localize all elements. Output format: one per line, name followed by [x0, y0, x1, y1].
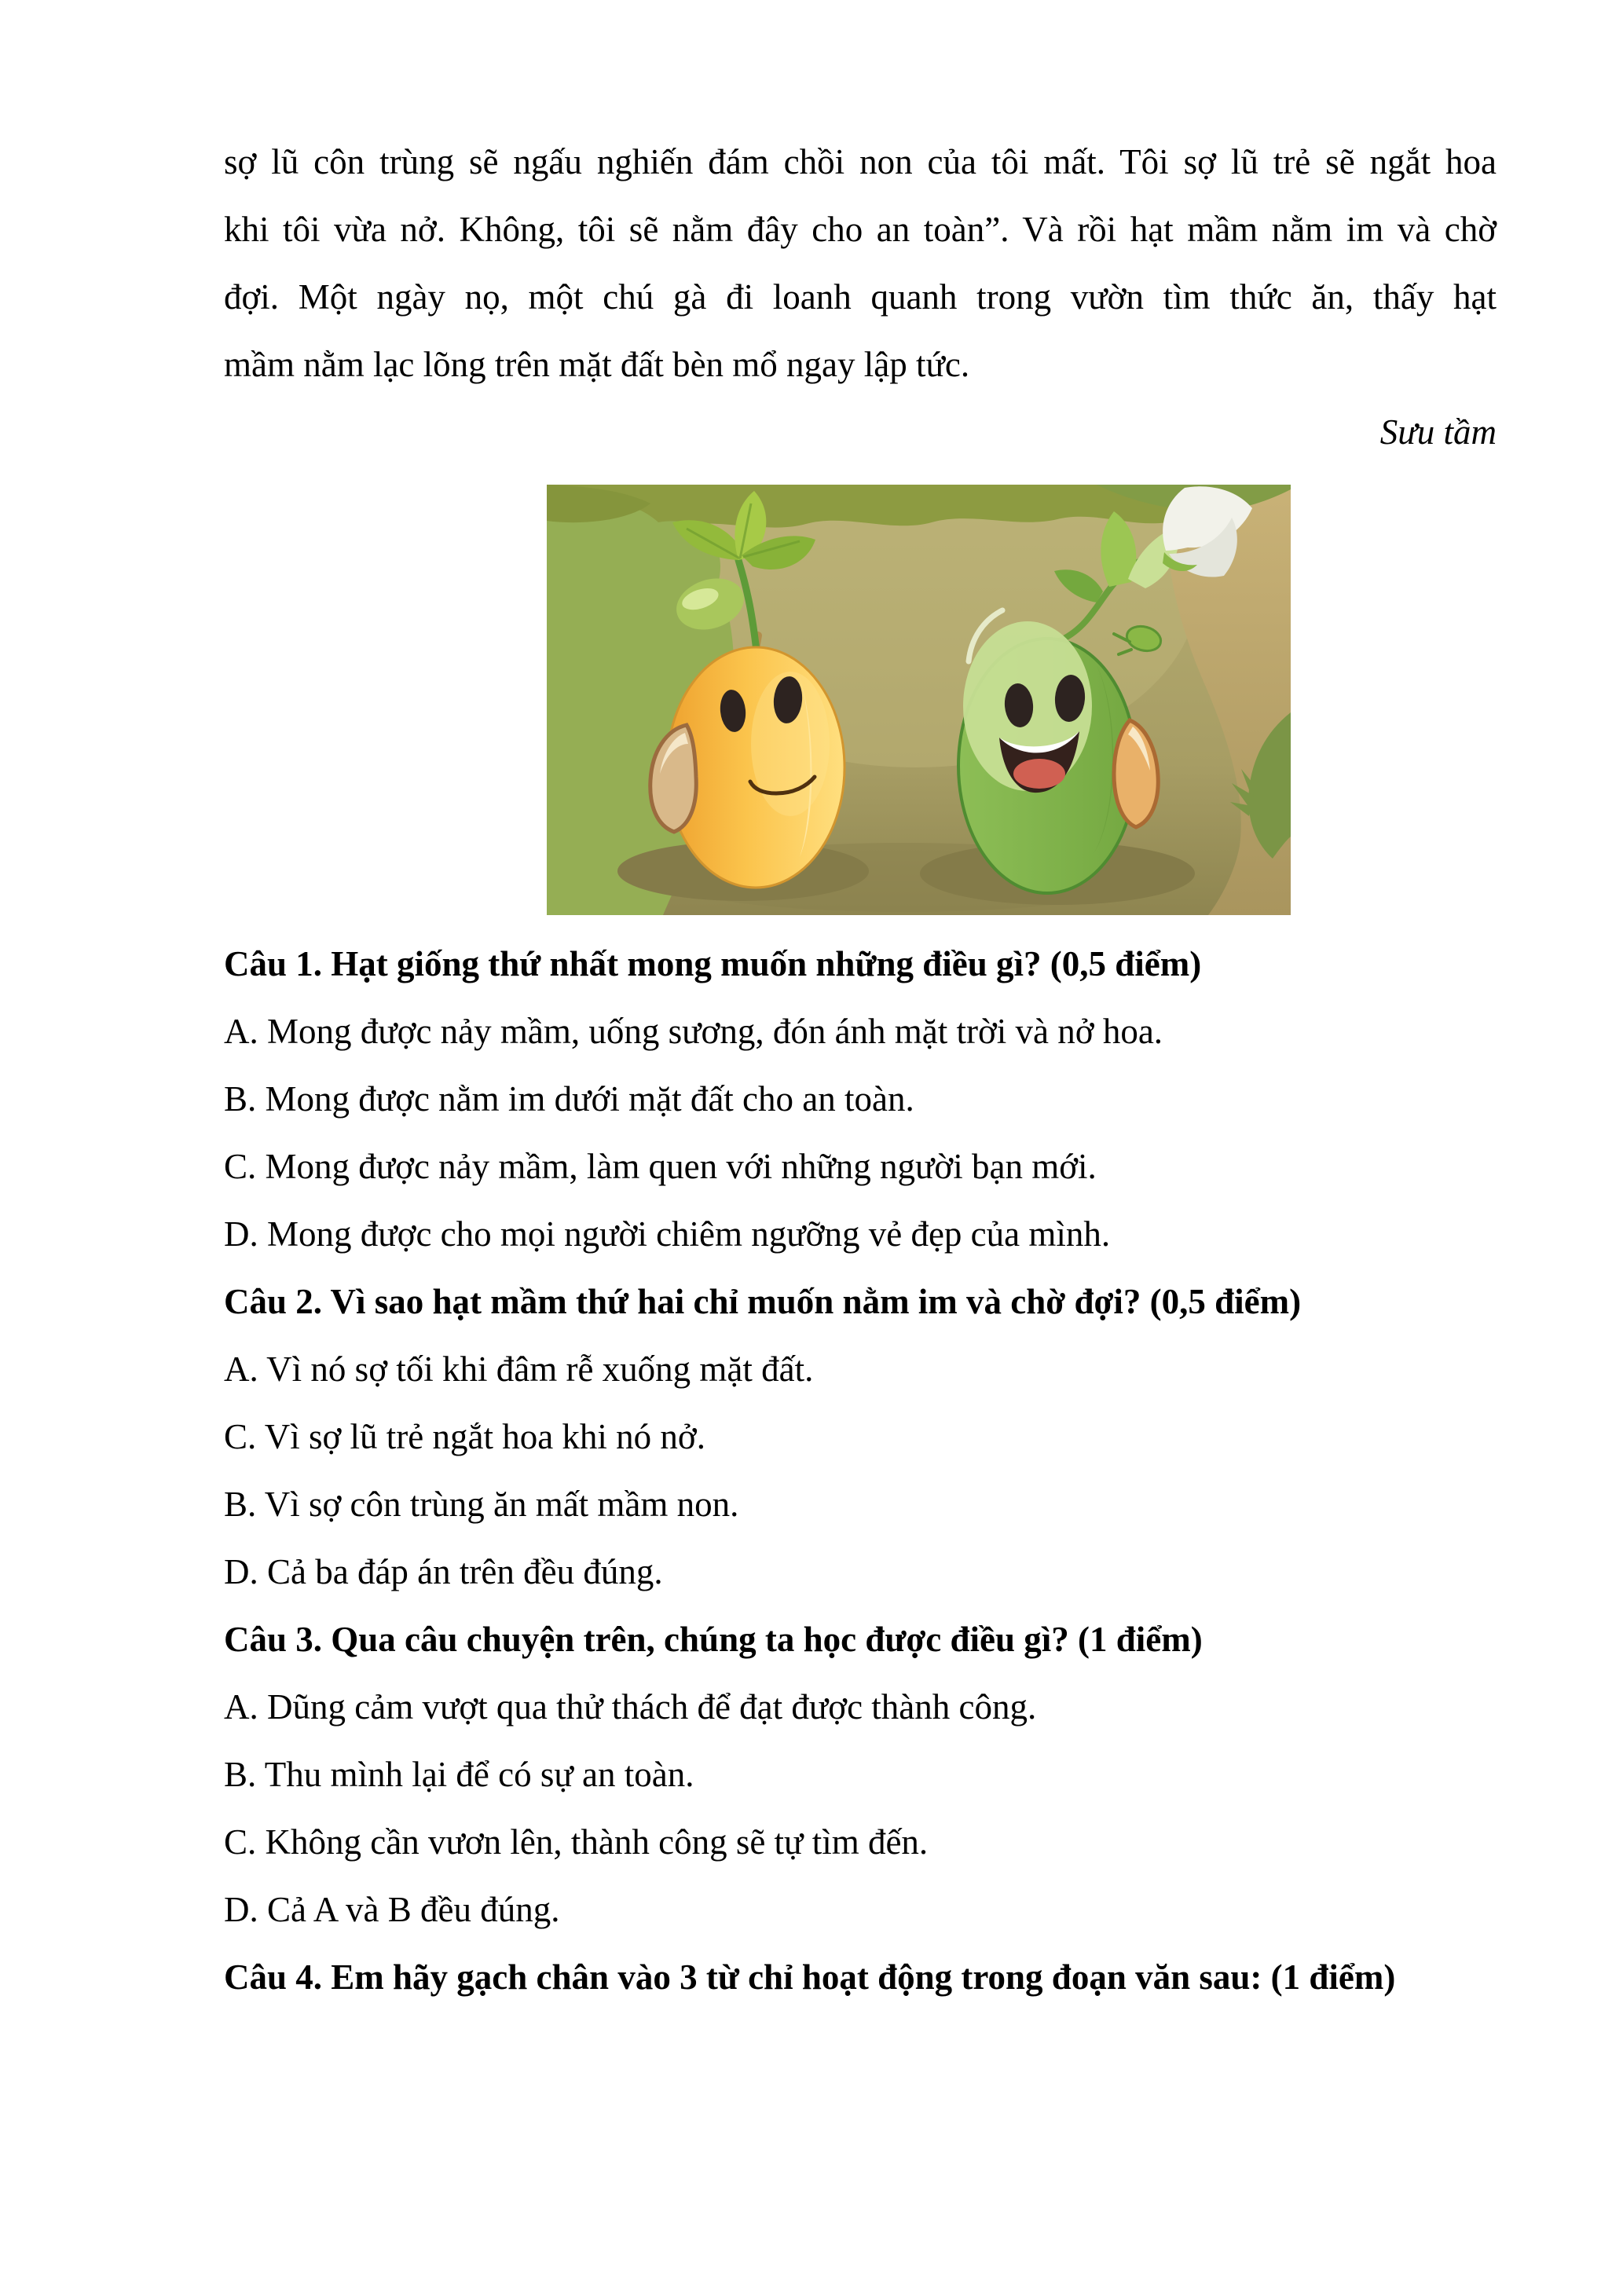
question-1-option-a: A. Mong được nảy mầm, uống sương, đón ánh mặt trời và nở hoa. [224, 1012, 1163, 1051]
story-line: khi tôi vừa nở. Không, tôi sẽ nằm đây cho an toàn”. Và rồi hạt mầm nằm im và chờ [224, 210, 1497, 249]
question-3-option-a: A. Dũng cảm vượt qua thử thách để đạt được thành công. [224, 1687, 1037, 1727]
question-2-header: Câu 2. Vì sao hạt mầm thứ hai chỉ muốn nằm im và chờ đợi? (0,5 điểm) [224, 1282, 1302, 1321]
question-1-option-d: D. Mong được cho mọi người chiêm ngưỡng vẻ đẹp của mình. [224, 1214, 1111, 1254]
question-2-option-c: C. Vì sợ lũ trẻ ngắt hoa khi nó nở. [224, 1417, 705, 1456]
seeds-illustration [547, 485, 1291, 915]
question-1-option-c: C. Mong được nảy mầm, làm quen với những người bạn mới. [224, 1147, 1097, 1186]
story-attribution: Sưu tầm [1379, 412, 1497, 452]
question-3-header: Câu 3. Qua câu chuyện trên, chúng ta học được điều gì? (1 điểm) [224, 1620, 1203, 1659]
story-line: mầm nằm lạc lõng trên mặt đất bèn mổ ngay lập tức. [224, 345, 970, 384]
question-2-option-d: D. Cả ba đáp án trên đều đúng. [224, 1552, 663, 1591]
question-2-option-a: A. Vì nó sợ tối khi đâm rễ xuống mặt đất. [224, 1349, 814, 1389]
seeds-illustration-svg [547, 485, 1291, 915]
question-4-header: Câu 4. Em hãy gạch chân vào 3 từ chỉ hoạt động trong đoạn văn sau: (1 điểm) [224, 1957, 1396, 1997]
story-line: sợ lũ côn trùng sẽ ngấu nghiến đám chồi non của tôi mất. Tôi sợ lũ trẻ sẽ ngắt hoa [224, 142, 1497, 181]
questions-section [224, 930, 1512, 2011]
illustration-background [547, 485, 1291, 915]
story-paragraph [224, 128, 1497, 466]
question-2-option-b: B. Vì sợ côn trùng ăn mất mầm non. [224, 1485, 739, 1524]
question-3-option-c: C. Không cần vươn lên, thành công sẽ tự tìm đến. [224, 1822, 929, 1862]
question-1-option-b: B. Mong được nằm im dưới mặt đất cho an toàn. [224, 1079, 914, 1119]
question-1-header: Câu 1. Hạt giống thứ nhất mong muốn những điều gì? (0,5 điểm) [224, 944, 1202, 983]
question-3-option-b: B. Thu mình lại để có sự an toàn. [224, 1755, 694, 1794]
story-line: đợi. Một ngày nọ, một chú gà đi loanh quanh trong vườn tìm thức ăn, thấy hạt [224, 277, 1497, 317]
question-3-option-d: D. Cả A và B đều đúng. [224, 1890, 560, 1929]
